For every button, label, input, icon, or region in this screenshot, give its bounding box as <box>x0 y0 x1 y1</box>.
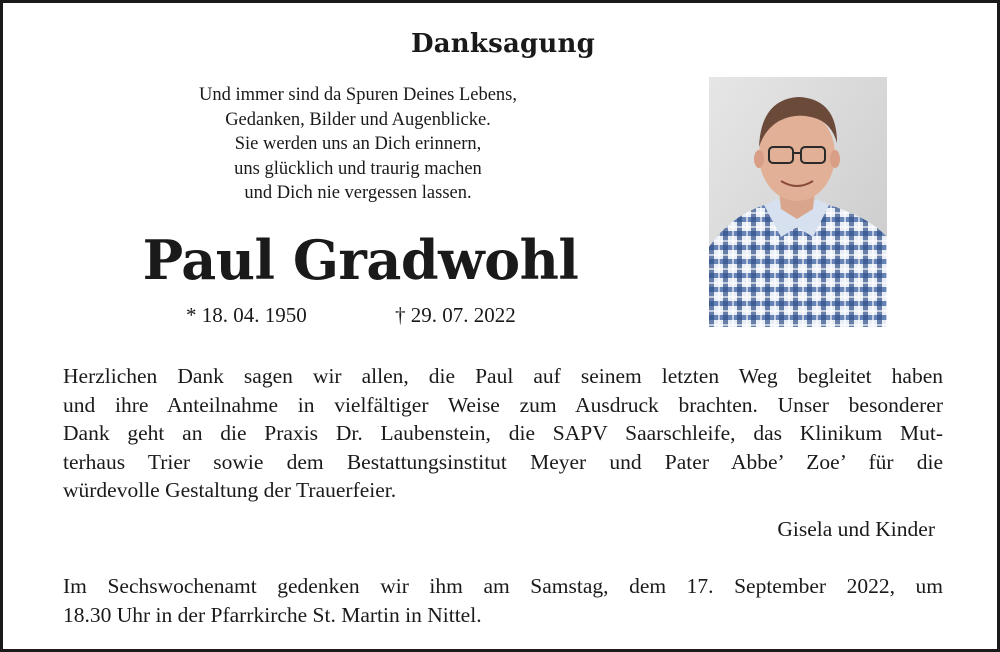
poem-line: und Dich nie vergessen lassen. <box>244 183 472 203</box>
birth-date: * 18. 04. 1950 <box>186 303 307 327</box>
service-line: Im Sechswochenamt gedenken wir ihm am Samstag, dem 17. September 2022, um <box>63 574 943 598</box>
heading: Danksagung <box>411 29 595 59</box>
deceased-name: Paul Gradwohl <box>142 228 579 292</box>
signature: Gisela und Kinder <box>777 517 935 541</box>
portrait-photo <box>709 77 887 327</box>
thanks-line: terhaus Trier sowie dem Bestattungsinstitut Meyer und Pater Abbe’ Zoe’ für die <box>63 449 943 474</box>
thanks-paragraph <box>63 362 943 505</box>
thanks-line: Dank geht an die Praxis Dr. Laubenstein, die SAPV Saarschleife, das Klinikum Mut- <box>63 421 943 445</box>
thanks-line: Herzlichen Dank sagen wir allen, die Paul auf seinem letzten Weg begleitet haben <box>63 364 943 388</box>
poem-line: Sie werden uns an Dich erinnern, <box>234 134 482 154</box>
thanks-line: würdevolle Gestaltung der Trauerfeier. <box>63 478 397 502</box>
poem-line: uns glücklich und traurig machen <box>234 158 482 179</box>
poem <box>118 83 598 206</box>
service-line: 18.30 Uhr in der Pfarrkirche St. Martin in Nittel. <box>63 602 482 627</box>
portrait-illustration <box>709 77 887 327</box>
service-announcement <box>63 572 943 629</box>
thanks-line: und ihre Anteilnahme in vielfältiger Weise zum Ausdruck brachten. Unser besonderer <box>63 392 943 417</box>
poem-line: Und immer sind da Spuren Deines Lebens, <box>198 85 518 105</box>
death-date: † 29. 07. 2022 <box>395 303 516 327</box>
poem-line: Gedanken, Bilder und Augenblicke. <box>225 109 491 130</box>
